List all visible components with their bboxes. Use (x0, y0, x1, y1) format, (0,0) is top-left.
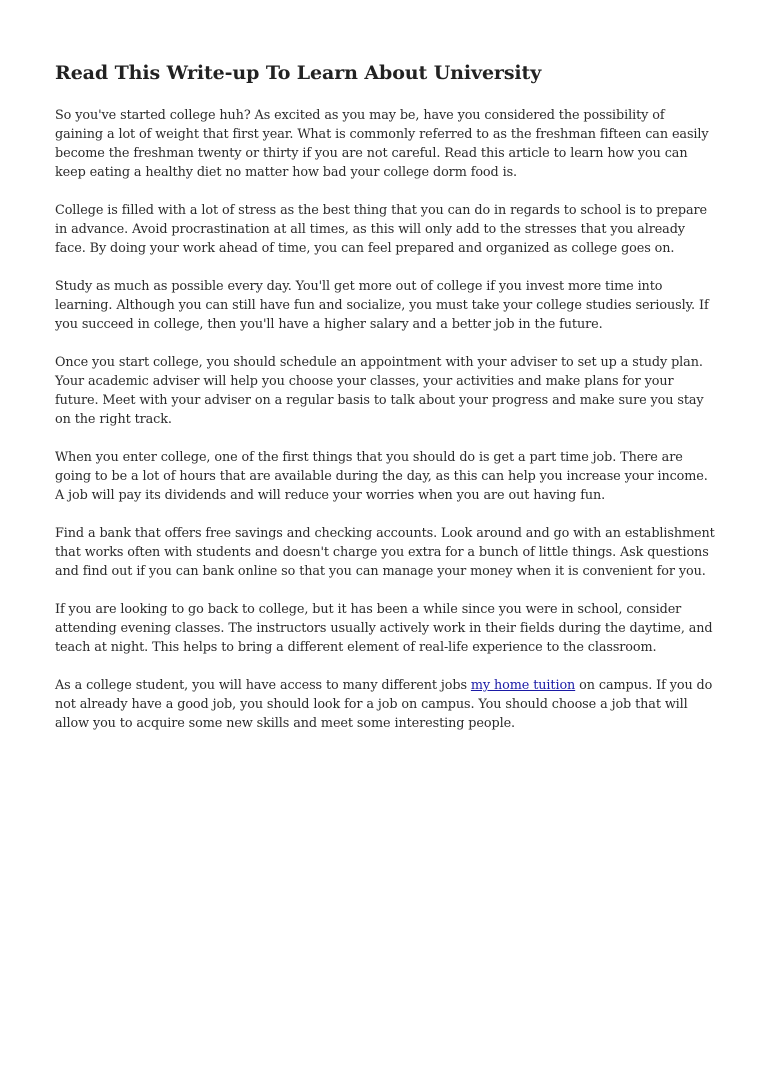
paragraph-3: Study as much as possible every day. You'll get more out of college if you invest more time into learning. Although you can still have fun and socialize, you must take your college studies seriously. If you succeed in college, then you'll have a higher salary and a better job in the future. (55, 279, 709, 332)
paragraph-8-after-link: on campus. If you do not already have a good job, you should look for a job on campus. You should choose a job that will allow you to acquire some new skills and meet some interesting people. (55, 678, 713, 731)
paragraph-8-before-link: As a college student, you will have access to many different jobs (55, 678, 471, 693)
paragraph-7: If you are looking to go back to college, but it has been a while since you were in school, consider attending evening classes. The instructors usually actively work in their fields during the daytime, and teach at night. This helps to bring a different element of real-life experience to the classroom. (55, 602, 713, 655)
paragraph-4: Once you start college, you should schedule an appointment with your adviser to set up a study plan. Your academic adviser will help you choose your classes, your activities and make plans for your future. Meet with your adviser on a regular basis to talk about your progress and make sure you stay on the right track. (55, 355, 704, 427)
paragraph-8 (55, 676, 715, 733)
paragraph-2: College is filled with a lot of stress as the best thing that you can do in regards to school is to prepare in advance. Avoid procrastination at all times, as this will only add to the stresses that you already face. By doing your work ahead of time, you can feel prepared and organized as college goes on. (55, 203, 707, 256)
paragraph-5: When you enter college, one of the first things that you should do is get a part time job. There are going to be a lot of hours that are available during the day, as this can help you increase your income. A job will pay its dividends and will reduce your worries when you are out having fun. (55, 450, 708, 503)
paragraph-6: Find a bank that offers free savings and checking accounts. Look around and go with an establishment that works often with students and doesn't charge you extra for a bunch of little things. Ask questions and find out if you can bank online so that you can manage your money when it is convenient for you. (55, 526, 715, 579)
document-title: Read This Write-up To Learn About University (55, 62, 542, 84)
document-page (55, 56, 715, 752)
paragraph-1: So you've started college huh? As excited as you may be, have you considered the possibility of gaining a lot of weight that first year. What is commonly referred to as the freshman fifteen can easily become the freshman twenty or thirty if you are not careful. Read this article to learn how you can keep eating a healthy diet no matter how bad your college dorm food is. (55, 108, 709, 180)
my-home-tuition-link[interactable]: my home tuition (470, 678, 576, 693)
